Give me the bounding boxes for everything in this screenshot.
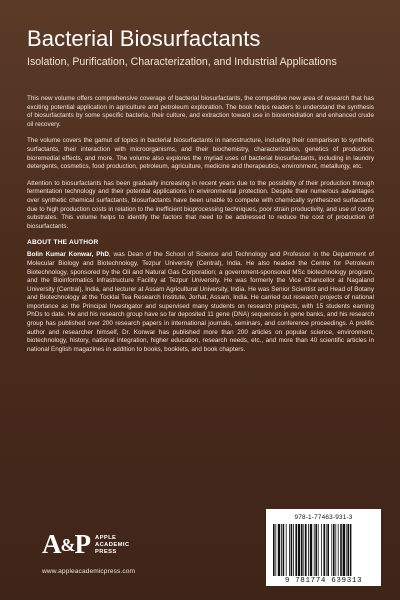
publisher-website: www.appleacademicpress.com [42,568,136,575]
description-block [27,95,374,354]
isbn-number: 978-1-77463-931-3 [294,514,353,521]
author-name: Bolin Kumar Konwar, PhD [27,251,109,259]
ean-digits: 9 781774 639313 [284,577,363,585]
publisher-logo [42,531,129,560]
author-bio-text: , was Dean of the School of Science and Technology and Professor in the Department of Molecular Biology and Biotechnology, Tezpur University (Central), India. He also headed the Centre for Petroleum Biotechnology, sponsored by the Oil and Natural Gas Corporation; a government-sponsored MSc biotechnology program, and the Bioinformatics Infrastructure Facility at Tezpur University. He was formerly the Vice Chancellor at Nagaland University (Central), India, and lecturer at Assam Agricultural University, India. He was Senior Scientist and Head of Botany and Biotechnology at the Tocklai Tea Research Institute, Jorhat, Assam, India. He carried out research projects of national importance as the Principal Investigator and supervised many students on research projects, with 15 students earning PhDs to date. He and his research group have so far deposited 11 gene (DNA) sequences in gene banks, and his research group has published over 200 research papers in international journals, seminars, and conference proceedings. A prolific author and researcher himself, Dr. Konwar has published more than 200 articles on popular science, environment, biotechnology, history, national integration, higher education, research needs, etc., and more than 40 scientific articles in national English magazines in addition to books, booklets, and book chapters. [27,251,374,353]
about-author-heading: ABOUT THE AUTHOR [27,239,99,247]
description-paragraph-1: This new volume offers comprehensive coverage of bacterial biosurfactants, the competitive new area of research that has exciting potential application in agriculture and petroleum exploration. The book helps readers to understand the synthesis of biosurfactants by some specific bacteria, their culture, and extraction toward use in bioremediation and enhanced crude oil recovery. [27,95,374,128]
publisher-name-line-3: PRESS [95,549,117,555]
description-paragraph-2: The volume covers the gamut of topics in bacterial biosurfactants in nanostructure, including their comparison to synthetic surfactants, their interaction with microorganisms, and their biochemistry, characterization, genetics of production, bioremedial effects, and more. The volume also explores the myriad uses of bacterial biosurfactants, including in laundry detergents, cosmetics, food production, petroleum, agriculture, medicine and therapeutics, environment, metallurgy, etc. [27,137,374,171]
isbn-barcode [266,509,381,586]
book-subtitle: Isolation, Purification, Characterization, and Industrial Applications [27,56,337,68]
publisher-name-line-2: ACADEMIC [95,542,130,548]
barcode-icon [272,524,375,576]
description-paragraph-3: Attention to biosurfactants has been gradually increasing in recent years due to the possibility of their production through fermentation technology and their potential applications in environmental protection. Despite their numerous advantages over synthetic chemical surfactants, biosurfactants have been unable to compete with chemically synthesized surfactants due to high production costs in relation to the inefficient bioprocessing techniques, poor strain productivity, and use of costly substrates. This volume helps to identify the factors that need to be addressed to reduce the cost of production of biosurfactants. [27,179,374,230]
author-bio [27,251,374,354]
book-title: Bacterial Biosurfactants [27,26,261,51]
publisher-name-line-1: APPLE [95,535,117,541]
aap-logo-icon: A&P [42,529,89,559]
publisher-name [95,535,129,556]
